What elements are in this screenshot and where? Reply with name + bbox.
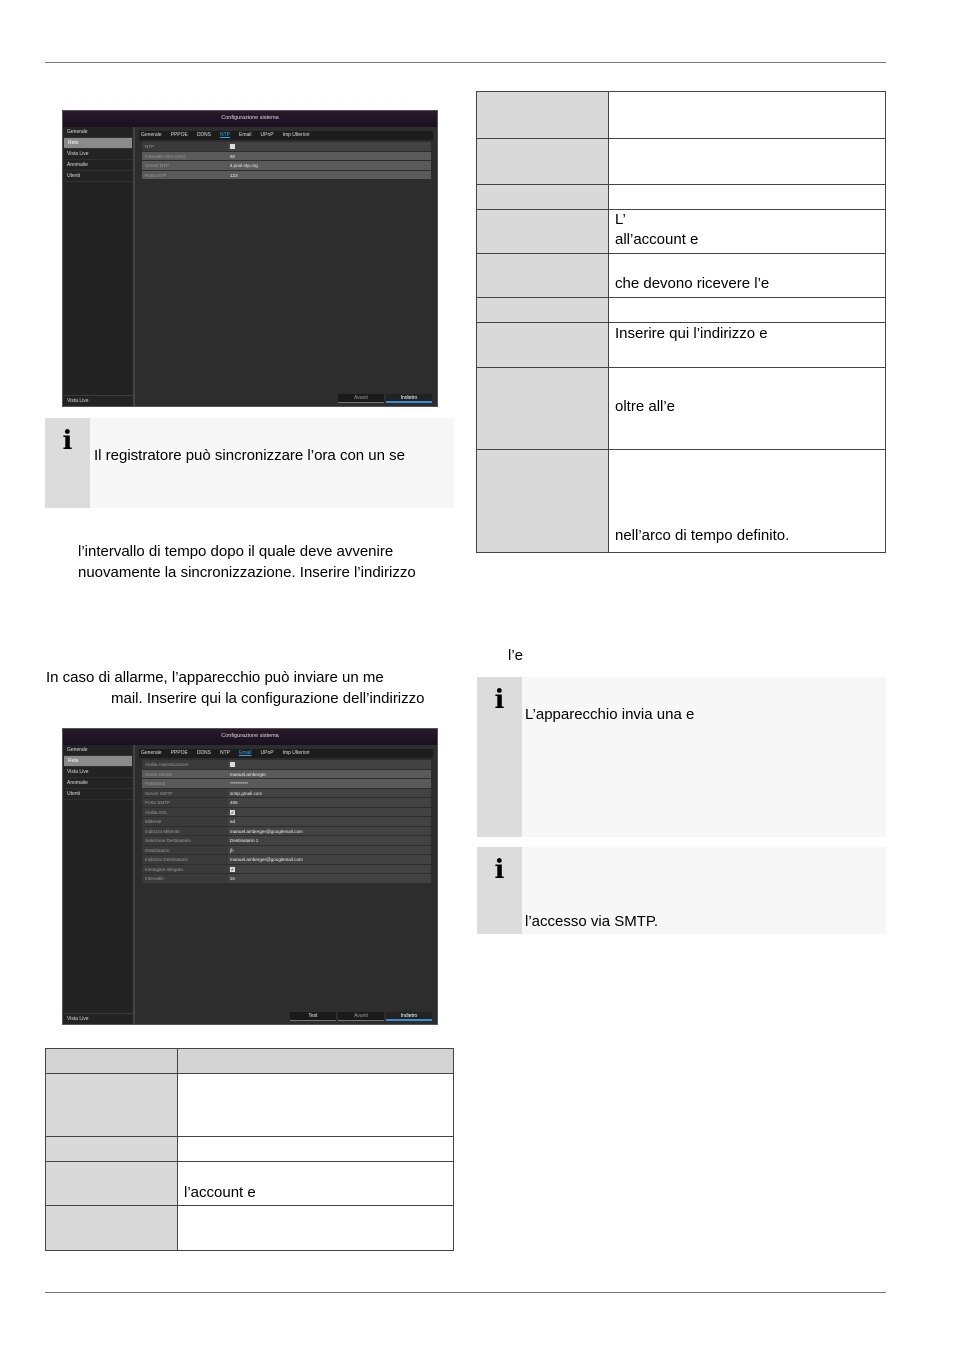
field-label: Selezione Destinatario	[142, 836, 228, 845]
table-header-cell	[178, 1049, 454, 1074]
field-label: Intervallo	[142, 874, 228, 883]
email-settings	[142, 760, 431, 884]
table-cell: L’ all’account e	[609, 210, 886, 254]
ntp-screenshot	[62, 110, 438, 407]
info-smtp-text: l’accesso via SMTP.	[525, 913, 659, 930]
tab-upnp[interactable]: UPnP	[260, 750, 274, 756]
table-cell	[178, 1074, 454, 1137]
email-row	[142, 760, 431, 770]
table-cell	[477, 254, 609, 298]
sidebar-item-utenti[interactable]: Utenti	[63, 171, 133, 182]
table-cell	[477, 185, 609, 210]
table-cell: nell’arco di tempo definito.	[609, 450, 886, 553]
table-header-cell	[46, 1049, 178, 1074]
server-label: Server NTP	[142, 161, 228, 170]
table-cell	[178, 1206, 454, 1251]
field-label: Mittente	[142, 817, 228, 826]
table-cell	[477, 298, 609, 323]
table-cell	[609, 139, 886, 185]
email-row	[142, 789, 431, 799]
field-label: Abilita Autenticazione	[142, 760, 228, 769]
table-cell	[46, 1206, 178, 1251]
para-ntp-line2: nuovamente la sincronizzazione. Inserire l’indirizzo	[78, 564, 416, 581]
tab-upnp[interactable]: UPnP	[260, 132, 274, 138]
table-row	[46, 1137, 454, 1162]
field-label: Nome Utente	[142, 770, 228, 779]
recipient-input[interactable]: jh	[228, 846, 431, 855]
password-input[interactable]: **********	[228, 779, 431, 788]
table-cell: che devono ricevere l’e	[609, 254, 886, 298]
para-ntp-line1: l’intervallo di tempo dopo il quale deve avvenire	[78, 543, 394, 560]
table-row	[46, 1074, 454, 1137]
interval-label: Intervallo Sinc (min)	[142, 152, 228, 161]
ntp-checkbox[interactable]	[230, 144, 235, 149]
smtp-server-input[interactable]: smtp.gmail.com	[228, 789, 431, 798]
smtp-port-input[interactable]: 465	[228, 798, 431, 807]
tab-imp-ulteriori[interactable]: Imp Ulteriori	[282, 750, 310, 756]
para-email-line1: In caso di allarme, l’apparecchio può inviare un me	[46, 669, 384, 686]
email-tabs	[139, 749, 433, 758]
sidebar-item-rete[interactable]: Rete	[64, 138, 132, 149]
indietro-button[interactable]: Indietro	[386, 394, 432, 403]
info-box-email	[477, 677, 886, 837]
ntp-window-title: Configurazione sistema	[63, 111, 437, 127]
tab-ddns[interactable]: DDNS	[196, 750, 211, 756]
ntp-row-server	[142, 161, 431, 171]
tab-email[interactable]: Email	[238, 132, 252, 138]
email-row	[142, 865, 431, 875]
indietro-button[interactable]: Indietro	[386, 1012, 432, 1021]
table-cell: Inserire qui l’indirizzo e	[609, 323, 886, 368]
field-label: Abilita SSL	[142, 808, 228, 817]
tab-pppoe[interactable]: PPPOE	[170, 132, 188, 138]
email-row	[142, 817, 431, 827]
table-cell	[477, 139, 609, 185]
field-label: Indirizzo Destinatario	[142, 855, 228, 864]
tab-generale[interactable]: Generale	[141, 750, 162, 756]
field-label: Server SMTP	[142, 789, 228, 798]
tab-generale[interactable]: Generale	[141, 132, 162, 138]
info-box-smtp	[477, 847, 886, 934]
ntp-row-enable	[142, 142, 431, 152]
sender-input[interactable]: ed	[228, 817, 431, 826]
table-cell	[609, 185, 886, 210]
info-icon: i	[477, 677, 522, 837]
table-row	[477, 210, 886, 254]
auth-checkbox[interactable]	[230, 762, 235, 767]
sender-address-input[interactable]: manuel.amberger@googlemail.com	[228, 827, 431, 836]
email-row	[142, 770, 431, 780]
table-cell	[609, 298, 886, 323]
email-settings-table	[45, 1048, 454, 1251]
table-row	[477, 92, 886, 139]
recipient-select[interactable]: Destinatario 1	[228, 836, 431, 845]
test-button[interactable]: Test	[290, 1012, 336, 1021]
sidebar-item-vista-live[interactable]: Vista Live	[63, 767, 133, 778]
field-label: Immagine Allegata	[142, 865, 228, 874]
info-email-text: L’apparecchio invia una e	[525, 706, 695, 723]
port-label: Porta NTP	[142, 171, 228, 180]
email-screenshot	[62, 728, 438, 1025]
interval-input[interactable]: 60	[228, 152, 431, 161]
table-cell	[46, 1137, 178, 1162]
email-row	[142, 836, 431, 846]
table-header-row	[46, 1049, 454, 1074]
table-row	[477, 139, 886, 185]
sidebar-footer-vista-live[interactable]: Vista Live	[63, 1013, 133, 1024]
email-sidebar	[63, 745, 135, 1024]
table-cell: oltre all’e	[609, 368, 886, 450]
ntp-label: NTP	[142, 142, 228, 151]
tab-ddns[interactable]: DDNS	[196, 132, 211, 138]
ntp-tabs	[139, 131, 433, 140]
ntp-row-interval	[142, 152, 431, 162]
ntp-sidebar	[63, 127, 135, 406]
email-row	[142, 779, 431, 789]
tab-email[interactable]: Email	[238, 750, 252, 756]
server-input[interactable]: it.pool.ntp.org	[228, 161, 431, 170]
port-input[interactable]: 123	[228, 171, 431, 180]
header-rule	[45, 62, 886, 63]
table-cell	[477, 450, 609, 553]
table-row	[477, 185, 886, 210]
avanti-button[interactable]: Avanti	[338, 1012, 384, 1021]
ntp-row-port	[142, 171, 431, 181]
table-cell	[477, 368, 609, 450]
ssl-checkbox[interactable]: ✔	[230, 809, 235, 815]
sidebar-item-vista-live[interactable]: Vista Live	[63, 149, 133, 160]
table-row	[477, 298, 886, 323]
table-cell	[46, 1162, 178, 1206]
avanti-button[interactable]: Avanti	[338, 394, 384, 403]
field-label: Password	[142, 779, 228, 788]
info-ntp-text: Il registratore può sincronizzare l’ora con un se	[94, 447, 405, 464]
footer-rule	[45, 1292, 886, 1293]
sidebar-item-rete[interactable]: Rete	[64, 756, 132, 767]
recipient-address-input[interactable]: manuel.amberger@googlemail.com	[228, 855, 431, 864]
tab-ntp[interactable]: NTP	[219, 750, 230, 756]
email-row	[142, 846, 431, 856]
ntp-settings	[142, 142, 431, 180]
field-label: Porta SMTP	[142, 798, 228, 807]
email-row	[142, 808, 431, 818]
right-para: l’e	[508, 647, 524, 664]
table-row	[477, 323, 886, 368]
table-cell	[609, 92, 886, 139]
table-row	[46, 1162, 454, 1206]
interval-select[interactable]: 2s	[228, 874, 431, 883]
tab-pppoe[interactable]: PPPOE	[170, 750, 188, 756]
sidebar-item-anomalie[interactable]: Anomalie	[63, 160, 133, 171]
table-row	[477, 254, 886, 298]
tab-ntp[interactable]: NTP	[219, 132, 230, 138]
table-row	[477, 368, 886, 450]
para-email-line2: mail. Inserire qui la configurazione dell’indirizzo	[111, 690, 425, 707]
email-row	[142, 874, 431, 884]
table-row	[46, 1206, 454, 1251]
info-box-ntp	[45, 418, 454, 508]
sidebar-item-utenti[interactable]: Utenti	[63, 789, 133, 800]
sidebar-item-generale[interactable]: Generale	[63, 745, 133, 756]
email-settings-table-continued	[476, 91, 886, 553]
attach-image-checkbox[interactable]: ✔	[230, 866, 235, 872]
table-cell	[477, 323, 609, 368]
table-cell: l’account e	[178, 1162, 454, 1206]
table-cell	[477, 210, 609, 254]
table-cell	[178, 1137, 454, 1162]
username-input[interactable]: manuel.amberger	[228, 770, 431, 779]
info-icon: i	[477, 847, 522, 934]
table-cell	[477, 92, 609, 139]
table-cell	[46, 1074, 178, 1137]
email-row	[142, 855, 431, 865]
info-icon: i	[45, 418, 90, 508]
email-window-title: Configurazione sistema	[63, 729, 437, 745]
sidebar-item-anomalie[interactable]: Anomalie	[63, 778, 133, 789]
field-label: Destinatario	[142, 846, 228, 855]
sidebar-item-generale[interactable]: Generale	[63, 127, 133, 138]
field-label: Indirizzo Mittente	[142, 827, 228, 836]
table-row	[477, 450, 886, 553]
sidebar-footer-vista-live[interactable]: Vista Live	[63, 395, 133, 406]
tab-imp-ulteriori[interactable]: Imp Ulteriori	[282, 132, 310, 138]
email-row	[142, 798, 431, 808]
email-row	[142, 827, 431, 837]
